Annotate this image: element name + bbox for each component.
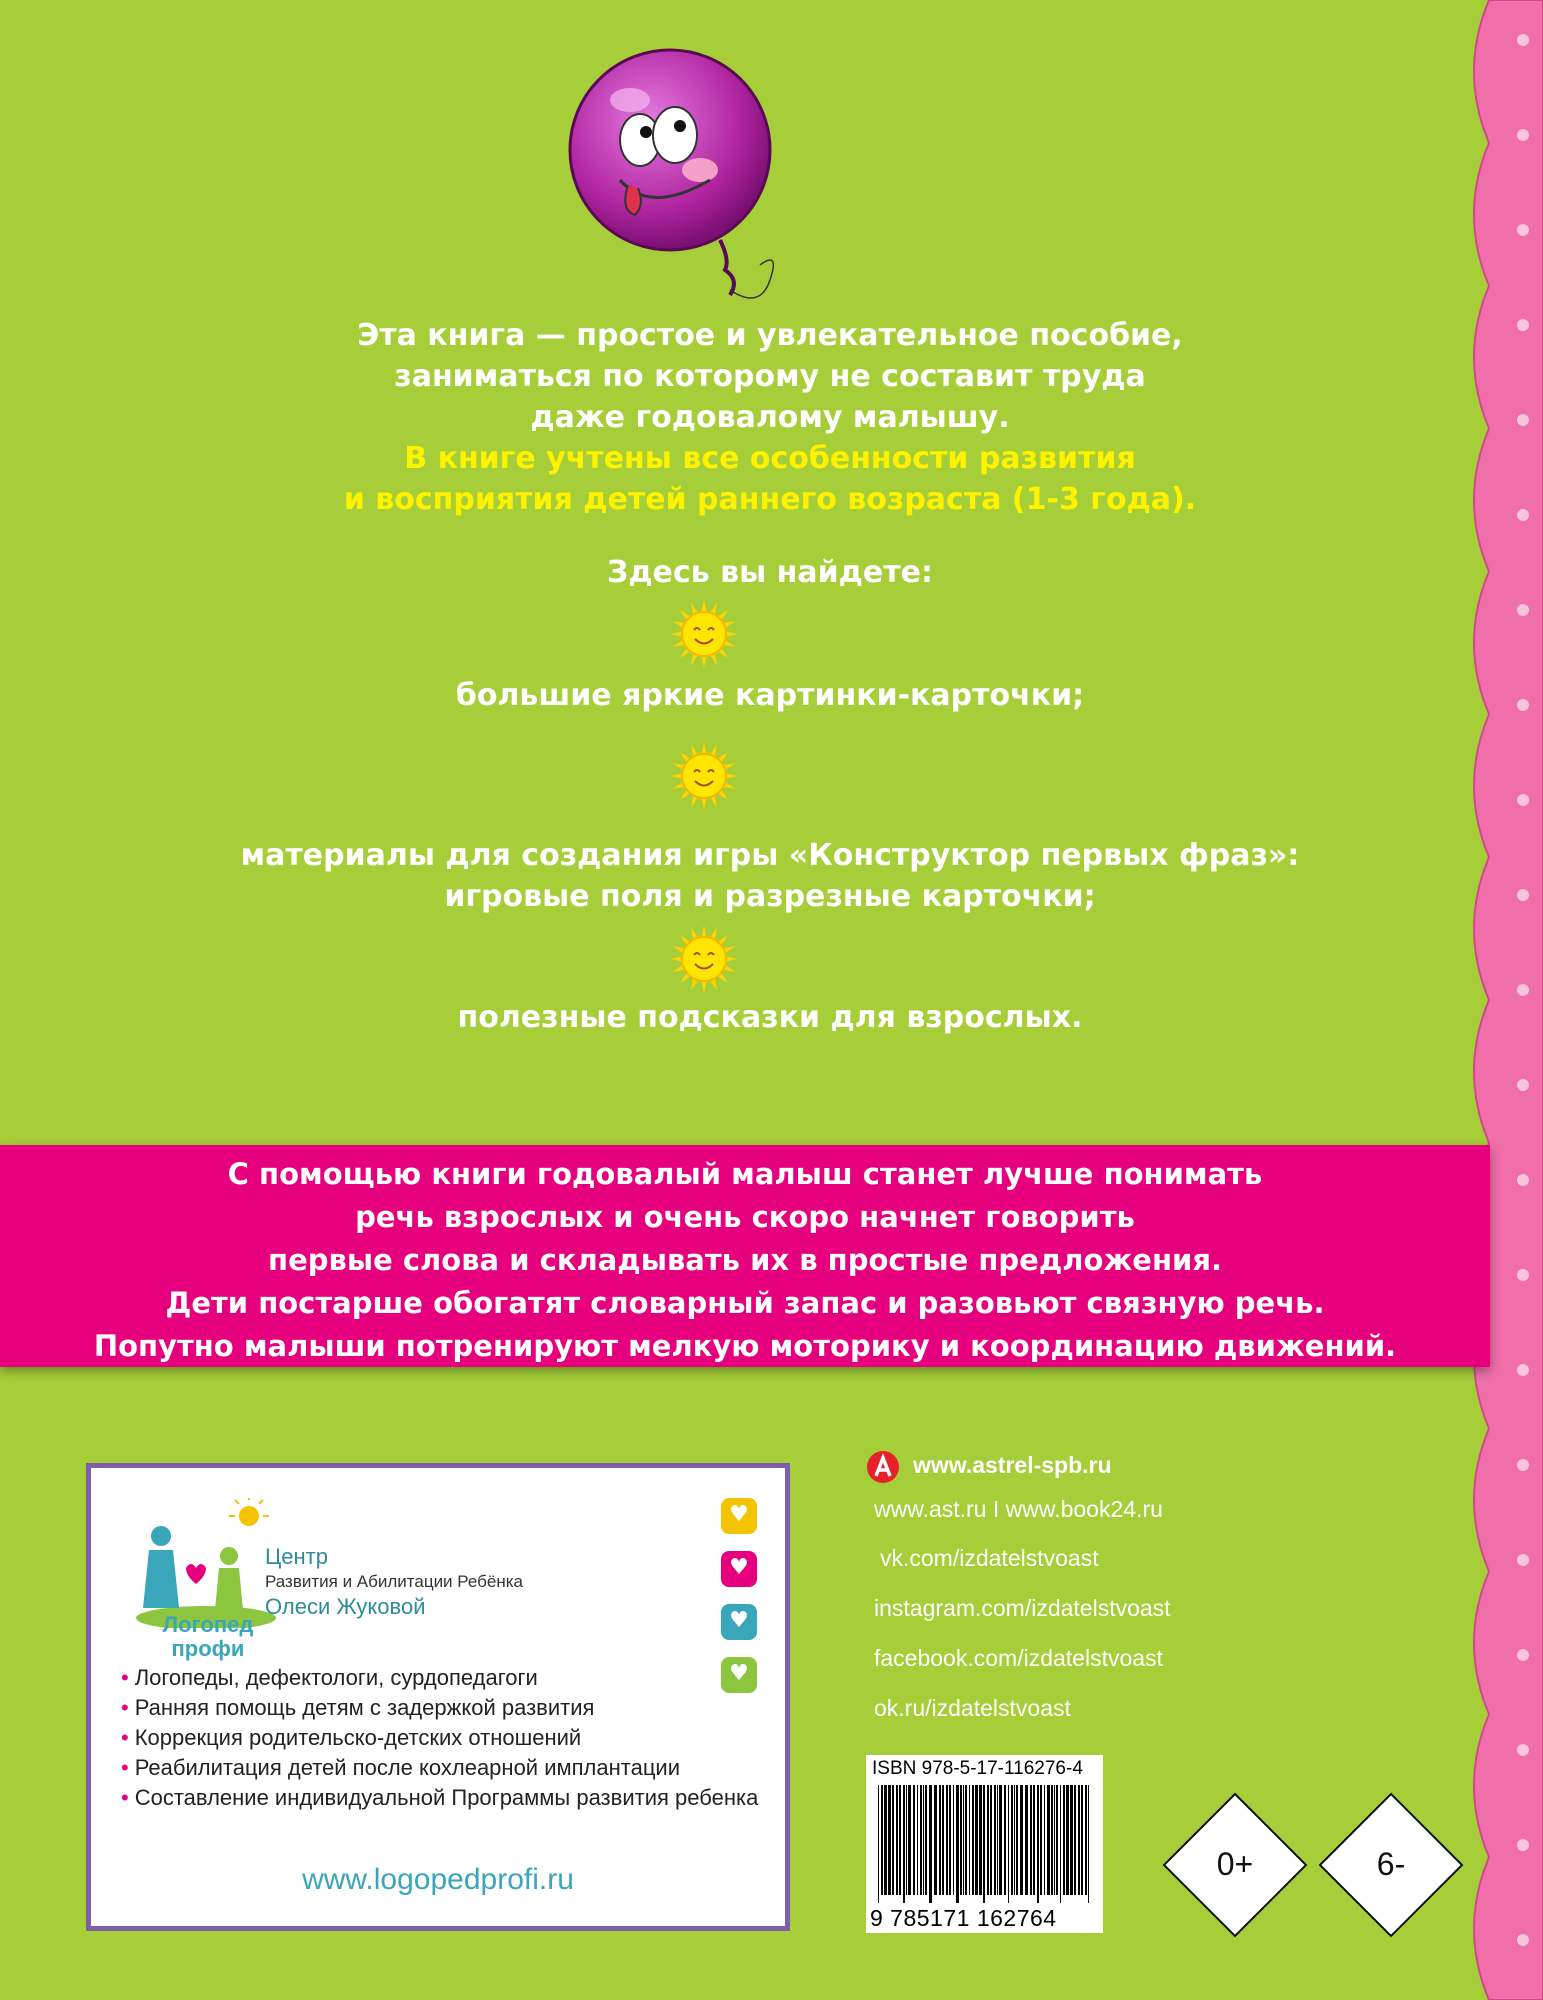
center-title-line1: Центр [265,1544,328,1569]
age-rating-badge [1160,1790,1310,1940]
instagram-link[interactable]: instagram.com/izdatelstvoast [874,1595,1171,1621]
intro-highlight-line: и восприятия детей раннего возраста (1-3 года). [343,482,1197,517]
pink-wavy-edge [1453,0,1543,2000]
list-item: • Реабилитация детей после кохлеарной имплантации [121,1755,680,1780]
barcode-icon [876,1785,1094,1903]
find-item-line: полезные подсказки для взрослых. [457,1000,1083,1035]
find-item-line: материалы для создания игры «Конструктор первых фраз»: [240,838,1300,873]
center-title [265,1544,523,1619]
list-item: • Коррекция родительско-детских отношений [121,1725,582,1750]
intro-line: даже годовалому малышу. [530,400,1010,435]
ok-link[interactable]: ok.ru/izdatelstvoast [874,1695,1071,1721]
heart-icon: ♥ [721,1604,757,1640]
balloon-character-icon [560,40,800,310]
age-rating-badge [1316,1790,1466,1940]
band-line: первые слова и складывать их в простые предложения. [268,1243,1222,1277]
find-item-line: игровые поля и разрезные карточки; [444,879,1096,914]
isbn-barcode [866,1755,1103,1933]
services-list [121,1663,761,1813]
family-logo-icon [131,1498,281,1628]
facebook-link[interactable]: facebook.com/izdatelstvoast [874,1645,1163,1671]
logoped-profi-ad [86,1463,790,1931]
logo-wordmark [133,1613,283,1661]
find-item-line: большие яркие картинки-карточки; [455,678,1085,713]
sun-icon [668,740,740,812]
band-line: Попутно малыши потренируют мелкую моторику и координацию движений. [93,1329,1397,1363]
intro-text [160,315,1380,520]
logo-word-1: Логопед [162,1612,254,1637]
find-title: Здесь вы найдете: [607,555,933,590]
intro-highlight-line: В книге учтены все особенности развития [404,441,1136,476]
list-item: • Ранняя помощь детям с задержкой развития [121,1695,595,1720]
find-item [160,675,1380,716]
find-item [160,835,1380,917]
heart-icon: ♥ [721,1551,757,1587]
list-item: • Логопеды, дефектологи, сурдопедагоги [121,1665,538,1690]
vk-link[interactable]: vk.com/izdatelstvoast [880,1545,1099,1571]
center-title-line2: Развития и Абилитации Ребёнка [265,1572,523,1591]
age-rating-label: 6- [1376,1846,1406,1882]
age-rating-label: 0+ [1216,1846,1254,1882]
heart-icon: ♥ [721,1657,757,1693]
band-line: С помощью книги годовалый малыш станет лучше понимать [227,1157,1263,1191]
site-link[interactable]: www.astrel-spb.ru [913,1452,1112,1478]
list-item: • Составление индивидуальной Программы развития ребенка [121,1785,759,1810]
sun-icon [668,923,740,995]
site-link[interactable]: www.ast.ru I www.book24.ru [874,1496,1163,1522]
band-line: речь взрослых и очень скоро начнет говорить [355,1200,1135,1234]
band-line: Дети постарше обогатят словарный запас и разовьют связную речь. [165,1286,1325,1320]
intro-line: заниматься по которому не составит труда [394,359,1146,394]
find-item [160,997,1380,1038]
logo-word-2: профи [171,1636,245,1661]
intro-line: Эта книга — простое и увлекательное пособие, [357,318,1183,353]
isbn-digits: 9 785171 162764 [870,1905,1057,1931]
publisher-logo-icon [866,1450,900,1484]
isbn-label: ISBN 978-5-17-116276-4 [872,1758,1083,1779]
center-title-line3: Олеси Жуковой [265,1594,426,1619]
description-band [0,1145,1490,1367]
heart-icon: ♥ [721,1498,757,1534]
promo-url-link[interactable]: www.logopedprofi.ru [302,1863,574,1896]
sun-icon [668,598,740,670]
